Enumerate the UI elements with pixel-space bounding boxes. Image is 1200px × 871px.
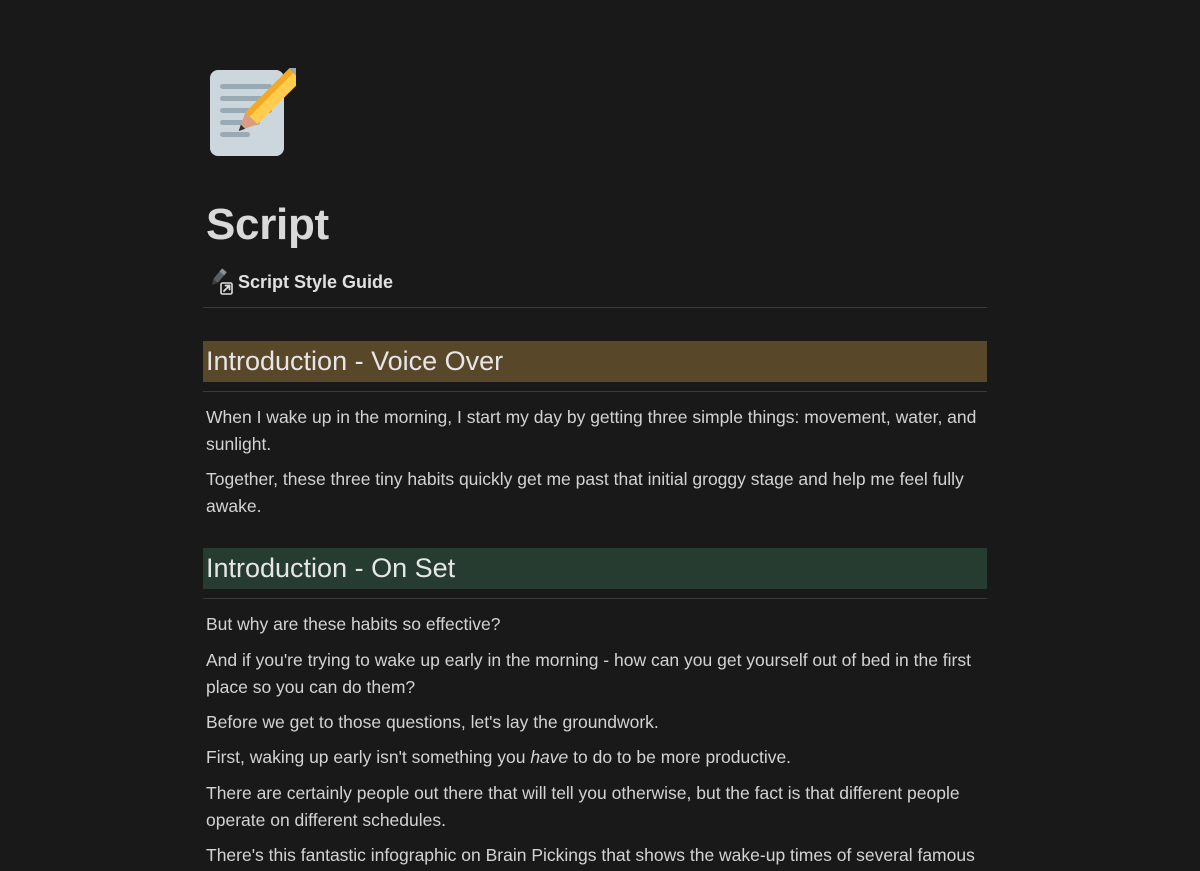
linked-page-script-style-guide[interactable] — [206, 266, 393, 298]
text-before: First, waking up early isn't something you — [206, 747, 531, 767]
paragraph: But why are these habits so effective? — [206, 614, 501, 634]
divider — [203, 307, 987, 308]
paragraph: There are certainly people out there that will tell you otherwise, but the fact is that different people operate on different schedules. — [206, 783, 960, 830]
heading-introduction-on-set: Introduction - On Set — [203, 548, 987, 589]
emphasis-text: have — [530, 747, 569, 767]
paragraph: And if you're trying to wake up early in the morning - how can you get yourself out of bed in the first place so you can do them? — [206, 650, 972, 697]
paragraph-with-emphasis — [206, 744, 986, 771]
pen-link-icon — [206, 268, 234, 296]
paragraph: There's this fantastic infographic on Brain Pickings that shows the wake-up times of several famous — [206, 845, 975, 865]
heading-introduction-voice-over: Introduction - Voice Over — [203, 341, 987, 382]
paragraph: When I wake up in the morning, I start my day by getting three simple things: movement, water, and sunlight. — [206, 407, 977, 454]
text-after: to do to be more productive. — [568, 747, 792, 767]
linked-page-label: Script Style Guide — [238, 271, 394, 292]
memo-pencil-icon[interactable] — [206, 68, 296, 160]
paragraph: Before we get to those questions, let's lay the groundwork. — [206, 712, 659, 732]
heading-underline — [203, 598, 987, 599]
page-title: Script — [206, 200, 329, 249]
heading-underline — [203, 391, 987, 392]
paragraph: Together, these three tiny habits quickly get me past that initial groggy stage and help me feel fully awake. — [206, 469, 964, 516]
